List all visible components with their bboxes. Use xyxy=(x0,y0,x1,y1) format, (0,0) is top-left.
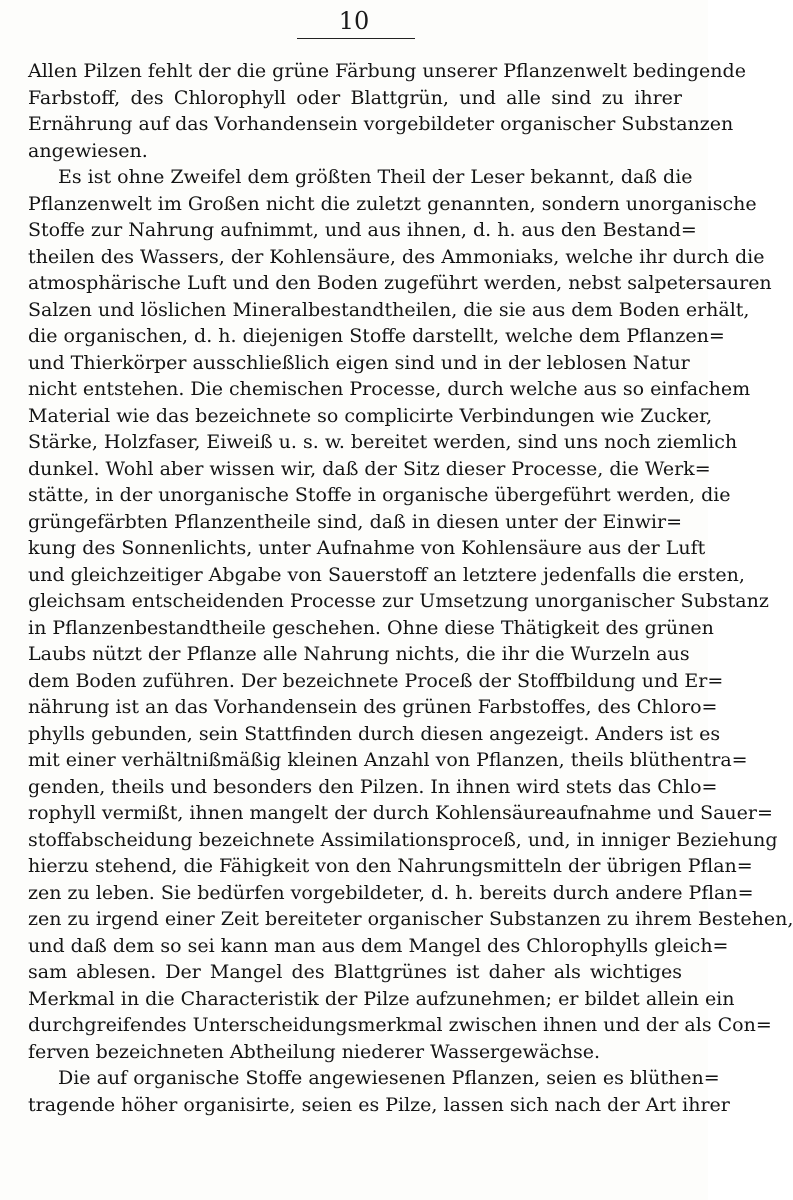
header-rule xyxy=(297,38,415,39)
text-line: gleichsam entscheidenden Processe zur Umsetzung unorganischer Substanz xyxy=(28,590,769,612)
page-number: 10 xyxy=(338,7,370,35)
text-line: stoffabscheidung bezeichnete Assimilationsproceß, und, in inniger Beziehung xyxy=(28,828,778,851)
text-line: phylls gebunden, sein Stattfinden durch diesen angezeigt. Anders ist es xyxy=(28,722,721,745)
text-line: Allen Pilzen fehlt der die grüne Färbung unserer Pflanzenwelt bedingende xyxy=(28,60,746,82)
text-line: nährung ist an das Vorhandensein des grünen Farbstoffes, des Chloro= xyxy=(28,696,718,718)
text-line: mit einer verhältnißmäßig kleinen Anzahl von Pflanzen, theils blüthentra= xyxy=(28,749,748,771)
text-line: und Thierkörper ausschließlich eigen sind und in der leblosen Natur xyxy=(28,351,690,374)
text-line: rophyll vermißt, ihnen mangelt der durch Kohlensäureaufnahme und Sauer= xyxy=(28,802,773,824)
text-line: ferven bezeichneten Abtheilung niederer Wassergewächse. xyxy=(28,1040,601,1063)
text-line: genden, theils und besonders den Pilzen. In ihnen wird stets das Chlo= xyxy=(28,775,718,798)
text-line: Stoffe zur Nahrung aufnimmt, und aus ihnen, d. h. aus den Bestand= xyxy=(28,219,697,241)
text-line: Es ist ohne Zweifel dem größten Theil der Leser bekannt, daß die xyxy=(58,166,693,188)
text-line: hierzu stehend, die Fähigkeit von den Nahrungsmitteln der übrigen Pflan= xyxy=(28,855,753,877)
text-line: theilen des Wassers, der Kohlensäure, des Ammoniaks, welche ihr durch die xyxy=(28,245,765,268)
text-line: Farbstoff, des Chlorophyll oder Blattgrün, und alle sind zu ihrer xyxy=(28,86,682,109)
text-line: nicht entstehen. Die chemischen Processe, durch welche aus so einfachem xyxy=(28,378,751,400)
text-line: die organischen, d. h. diejenigen Stoffe darstellt, welche dem Pflanzen= xyxy=(28,325,725,347)
text-line: kung des Sonnenlichts, unter Aufnahme von Kohlensäure aus der Luft xyxy=(28,537,706,559)
text-line: angewiesen. xyxy=(28,139,148,162)
text-line: sam ablesen. Der Mangel des Blattgrünes ist daher als wichtiges xyxy=(28,961,682,983)
text-line: Pflanzenwelt im Großen nicht die zuletzt genannten, sondern unorganische xyxy=(28,192,757,215)
text-line: stätte, in der unorganische Stoffe in organische übergeführt werden, die xyxy=(28,484,731,506)
text-line: Merkmal in die Characteristik der Pilze aufzunehmen; er bildet allein ein xyxy=(28,987,735,1010)
text-line: Laubs nützt der Pflanze alle Nahrung nichts, die ihr die Wurzeln aus xyxy=(28,643,690,665)
text-line: durchgreifendes Unterscheidungsmerkmal zwischen ihnen und der als Con= xyxy=(28,1014,772,1036)
text-line: in Pflanzenbestandtheile geschehen. Ohne diese Thätigkeit des grünen xyxy=(28,616,714,639)
text-line: tragende höher organisirte, seien es Pilze, lassen sich nach der Art ihrer xyxy=(28,1093,730,1116)
text-line: grüngefärbten Pflanzentheile sind, daß in diesen unter der Einwir= xyxy=(28,510,682,533)
text-line: und daß dem so sei kann man aus dem Mangel des Chlorophylls gleich= xyxy=(28,934,729,957)
text-line: Ernährung auf das Vorhandensein vorgebildeter organischer Substanzen xyxy=(28,113,734,135)
text-line: atmosphärische Luft und den Boden zugeführt werden, nebst salpetersauren xyxy=(28,272,772,294)
text-line: Salzen und löslichen Mineralbestandtheilen, die sie aus dem Boden erhält, xyxy=(28,298,750,321)
text-line: Stärke, Holzfaser, Eiweiß u. s. w. bereitet werden, sind uns noch ziemlich xyxy=(28,431,738,453)
text-line: Material wie das bezeichnete so complicirte Verbindungen wie Zucker, xyxy=(28,404,713,427)
text-line: dunkel. Wohl aber wissen wir, daß der Sitz dieser Processe, die Werk= xyxy=(28,457,711,480)
text-line: Die auf organische Stoffe angewiesenen Pflanzen, seien es blüthen= xyxy=(58,1067,720,1089)
text-line: dem Boden zuführen. Der bezeichnete Proceß der Stoffbildung und Er= xyxy=(28,669,724,692)
text-line: zen zu leben. Sie bedürfen vorgebildeter, d. h. bereits durch andere Pflan= xyxy=(28,881,754,904)
text-line: und gleichzeitiger Abgabe von Sauerstoff an letztere jedenfalls die ersten, xyxy=(28,563,745,586)
text-line: zen zu irgend einer Zeit bereiteter organischer Substanzen zu ihrem Bestehen, xyxy=(28,908,793,930)
body-text xyxy=(28,58,793,1118)
